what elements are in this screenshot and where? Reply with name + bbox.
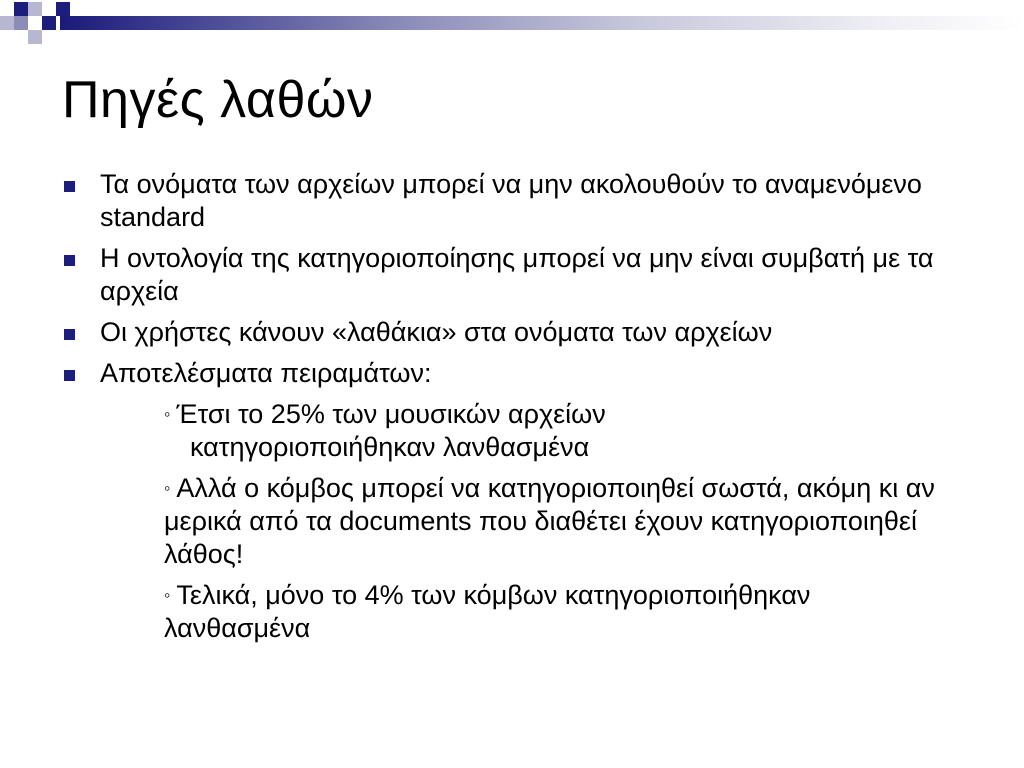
decorative-square bbox=[14, 2, 28, 16]
bullet-list bbox=[62, 168, 982, 653]
square-bullet-icon bbox=[64, 370, 75, 381]
bullet-text: Αποτελέσματα πειραμάτων: bbox=[100, 358, 432, 388]
sub-bullet-item bbox=[164, 398, 964, 464]
sub-bullet-item bbox=[164, 472, 964, 571]
bullet-item bbox=[62, 316, 982, 349]
decorative-header-band bbox=[0, 0, 1024, 48]
ring-bullet-icon: ◦ bbox=[164, 478, 171, 498]
square-bullet-icon bbox=[64, 181, 75, 192]
sub-bullet-item bbox=[164, 579, 964, 645]
square-bullet-icon bbox=[64, 255, 75, 266]
slide-title: Πηγές λαθών bbox=[62, 71, 374, 129]
decorative-square bbox=[0, 16, 14, 30]
bullet-text: Η οντολογία της κατηγοριοποίησης μπορεί να μην είναι συμβατή με τα αρχεία bbox=[100, 243, 934, 306]
sub-bullet-text: κατηγοριοποιήθηκαν λανθασμένα bbox=[190, 432, 590, 462]
ring-bullet-icon: ◦ bbox=[164, 585, 171, 605]
decorative-square bbox=[56, 2, 70, 16]
bullet-text: Τα ονόματα των αρχείων μπορεί να μην ακολουθούν το αναμενόμενο standard bbox=[100, 169, 922, 232]
header-gradient-bar bbox=[60, 16, 1024, 30]
bullet-item bbox=[62, 357, 982, 390]
decorative-square bbox=[28, 2, 42, 16]
bullet-item bbox=[62, 168, 982, 234]
bullet-text: Οι χρήστες κάνουν «λαθάκια» στα ονόματα των αρχείων bbox=[100, 317, 773, 347]
decorative-square bbox=[28, 30, 42, 44]
ring-bullet-icon: ◦ bbox=[164, 404, 171, 424]
sub-bullet-text: Τελικά, μόνο το 4% των κόμβων κατηγοριοποιήθηκαν λανθασμένα bbox=[164, 580, 811, 643]
decorative-square bbox=[42, 16, 56, 30]
bullet-item bbox=[62, 242, 982, 308]
square-bullet-icon bbox=[64, 329, 75, 340]
sub-bullet-text: Έτσι το 25% των μουσικών αρχείων bbox=[176, 399, 606, 429]
sub-bullet-text: Αλλά ο κόμβος μπορεί να κατηγοριοποιηθεί σωστά, ακόμη κι αν μερικά από τα documents που διαθέτει έχουν κατηγοριοποιηθεί λάθος! bbox=[164, 473, 935, 569]
decorative-square bbox=[14, 16, 28, 30]
